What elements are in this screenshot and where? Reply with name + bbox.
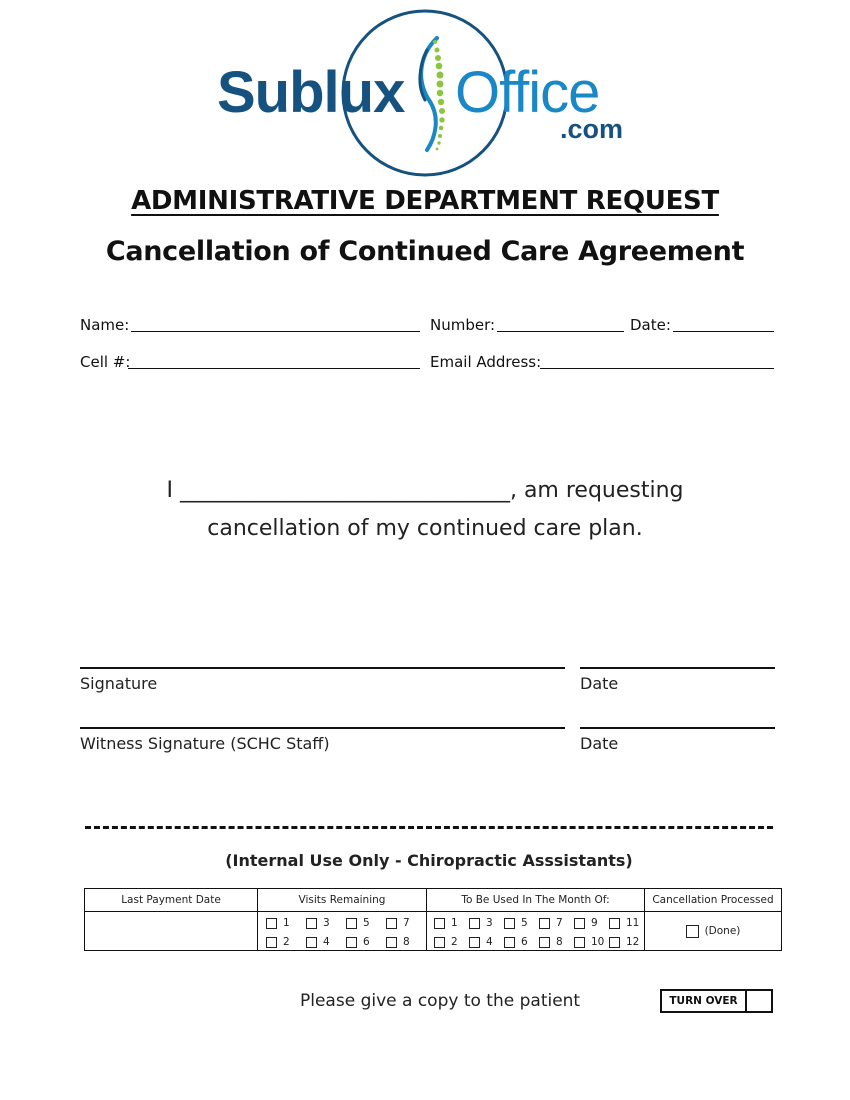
checkbox-icon <box>386 918 397 929</box>
checkbox-icon <box>266 918 277 929</box>
checkbox-icon <box>609 918 620 929</box>
visits-checkbox-4[interactable]: 4 <box>306 935 346 949</box>
signature-date-label: Date <box>580 674 619 693</box>
date-field[interactable] <box>673 331 774 332</box>
month-checkbox-7[interactable]: 7 <box>539 916 574 930</box>
number-field[interactable] <box>497 331 624 332</box>
month-checkbox-11[interactable]: 11 <box>609 916 644 930</box>
month-checkbox-12[interactable]: 12 <box>609 935 644 949</box>
internal-use-heading: (Internal Use Only - Chiropractic Asssistants) <box>225 851 633 870</box>
visits-remaining-cell <box>258 912 427 951</box>
checkbox-icon <box>346 937 357 948</box>
last-payment-date-cell[interactable] <box>85 912 258 951</box>
done-label: (Done) <box>704 925 741 937</box>
cancellation-processed-cell <box>645 912 782 951</box>
witness-date-line[interactable] <box>580 727 775 729</box>
checkbox-icon <box>469 937 480 948</box>
visits-checkbox-5[interactable]: 5 <box>346 916 386 930</box>
witness-signature-label: Witness Signature (SCHC Staff) <box>80 734 330 753</box>
checkbox-icon <box>504 937 515 948</box>
date-label: Date: <box>630 316 671 334</box>
signature-label: Signature <box>80 674 158 693</box>
logo-text-sublux: Sublux <box>217 60 405 125</box>
number-label: Number: <box>430 316 496 334</box>
visits-checkbox-2[interactable]: 2 <box>266 935 306 949</box>
logo-text-office: Office <box>455 60 600 125</box>
logo-text-com: .com <box>560 114 624 144</box>
internal-use-table <box>84 888 782 951</box>
turn-over-checkbox[interactable] <box>747 991 771 1011</box>
checkbox-icon <box>574 937 585 948</box>
witness-date-label: Date <box>580 734 619 753</box>
checkbox-icon <box>469 918 480 929</box>
signature-date-line[interactable] <box>580 667 775 669</box>
cell-field[interactable] <box>128 368 420 369</box>
turn-over-label: TURN OVER <box>662 991 747 1011</box>
checkbox-icon <box>306 918 317 929</box>
logo <box>215 8 635 178</box>
form-title <box>0 186 850 216</box>
email-field[interactable] <box>540 368 774 369</box>
checkbox-icon <box>504 918 515 929</box>
header-visits-remaining: Visits Remaining <box>258 889 427 912</box>
checkbox-icon <box>539 937 550 948</box>
cell-label: Cell #: <box>80 353 131 371</box>
visits-checkbox-8[interactable]: 8 <box>386 935 426 949</box>
witness-signature-line[interactable] <box>80 727 565 729</box>
month-checkbox-8[interactable]: 8 <box>539 935 574 949</box>
form-subtitle: Cancellation of Continued Care Agreement <box>105 236 745 267</box>
form-title-text: ADMINISTRATIVE DEPARTMENT REQUEST <box>131 186 719 216</box>
month-checkbox-5[interactable]: 5 <box>504 916 539 930</box>
checkbox-icon <box>346 918 357 929</box>
header-month-of: To Be Used In The Month Of: <box>427 889 645 912</box>
header-last-payment-date: Last Payment Date <box>85 889 258 912</box>
checkbox-icon <box>306 937 317 948</box>
name-label: Name: <box>80 316 130 334</box>
statement-line-1: I ______________________________, am requesting <box>166 478 684 503</box>
month-checkbox-1[interactable]: 1 <box>434 916 469 930</box>
name-field[interactable] <box>131 331 420 332</box>
checkbox-icon <box>434 918 445 929</box>
signature-line[interactable] <box>80 667 565 669</box>
visits-checkbox-7[interactable]: 7 <box>386 916 426 930</box>
checkbox-icon <box>686 925 699 938</box>
checkbox-icon <box>574 918 585 929</box>
cut-line <box>85 826 773 829</box>
checkbox-icon <box>386 937 397 948</box>
checkbox-icon <box>434 937 445 948</box>
checkbox-icon <box>539 918 550 929</box>
header-cancellation-processed: Cancellation Processed <box>645 889 782 912</box>
month-checkbox-9[interactable]: 9 <box>574 916 609 930</box>
email-label: Email Address: <box>430 353 542 371</box>
checkbox-icon <box>609 937 620 948</box>
copy-note: Please give a copy to the patient <box>300 991 581 1011</box>
visits-checkbox-3[interactable]: 3 <box>306 916 346 930</box>
visits-checkbox-1[interactable]: 1 <box>266 916 306 930</box>
statement-line-2: cancellation of my continued care plan. <box>207 516 643 541</box>
month-checkbox-4[interactable]: 4 <box>469 935 504 949</box>
month-checkbox-10[interactable]: 10 <box>574 935 609 949</box>
checkbox-icon <box>266 937 277 948</box>
month-of-cell <box>427 912 645 951</box>
month-checkbox-2[interactable]: 2 <box>434 935 469 949</box>
done-checkbox[interactable] <box>645 924 781 938</box>
visits-checkbox-6[interactable]: 6 <box>346 935 386 949</box>
month-checkbox-3[interactable]: 3 <box>469 916 504 930</box>
month-checkbox-6[interactable]: 6 <box>504 935 539 949</box>
turn-over-box <box>660 989 773 1013</box>
